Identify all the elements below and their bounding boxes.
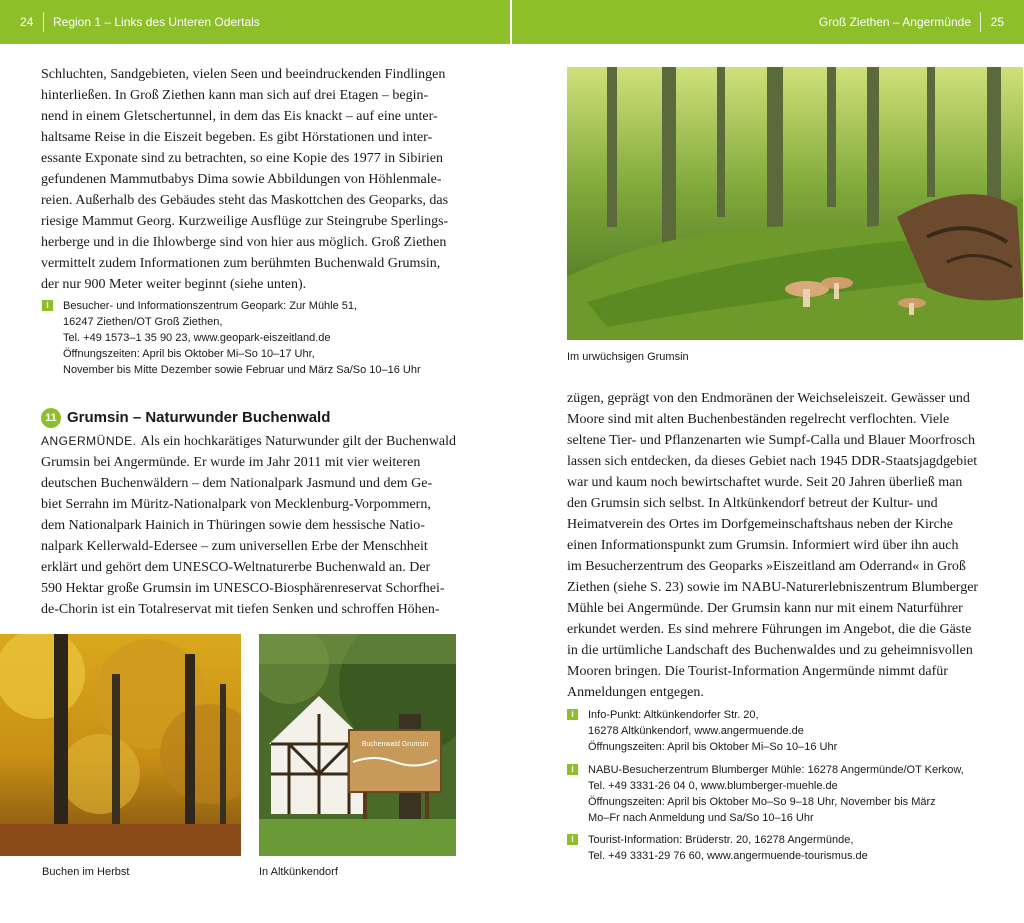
text-line: einen Informationspunkt zum Grumsin. Informiert wird über ihn auch [567,538,959,553]
text-line: reien. Außerhalb des Gebäudes steht das Maskottchen des Geoparks, das [41,193,449,208]
text-line: ANGERMÜNDE. Als ein hochkarätiges Naturwunder gilt der Buchenwald [41,434,457,449]
altkuenkendorf-image [259,634,456,856]
text-line: erklärt und gehört dem UNESCO-Weltnaturerbe Buchenwald an. Der [41,560,431,575]
section-title: Grumsin – Naturwunder Buchenwald [67,409,331,426]
text-line: zügen, geprägt von den Endmoränen der Weichseleiszeit. Gewässer und [567,391,970,406]
lead-place-name: ANGERMÜNDE. [41,434,141,448]
header-divider [980,12,981,32]
grumsin-forest-image [567,67,1023,340]
caption-house: In Altkünkendorf [259,866,338,878]
text-line: nend in einem Gletschertunnel, in dem das Eis knackt – auf eine unter- [41,109,438,124]
info-line: 16278 Altkünkendorf, www.angermuende.de [588,725,804,737]
info-line: Tel. +49 1573–1 35 90 23, www.geopark-eiszeitland.de [63,332,331,344]
info-icon: i [567,764,578,775]
info-line: Tourist-Information: Brüderstr. 20, 16278 Angermünde, [588,834,854,846]
info-line: Info-Punkt: Altkünkendorfer Str. 20, [588,709,759,721]
running-title-left: Region 1 – Links des Unteren Odertals [53,15,260,29]
text-line: herberge und in die Ihlowberge sind von hier aus möglich. Groß Ziethen [41,235,447,250]
info-box-infopunkt [567,707,1007,755]
body-text-left-top [41,64,454,295]
text-line: seltene Tier- und Pflanzenarten wie Sumpf-Calla und Blauer Moorfrosch [567,433,975,448]
page-header-left [0,0,510,44]
sign-lettering: Buchenwald Grumsin [361,741,429,748]
text-line: lassen sich entdecken, da dieses Gebiet nach 1945 DDR-Staatsjagdgebiet [567,454,978,469]
page-header-right [512,0,1024,44]
text-line: hinterließen. In Groß Ziethen kann man sich auf drei Etagen – begin- [41,88,429,103]
header-divider [43,12,44,32]
text-line: der nur 900 Meter weiter beginnt (siehe unten). [41,277,307,292]
text-line: den Grumsin sich selbst. In Altkünkendorf betreut der Kultur- und [567,496,938,511]
photo-autumn-beeches [0,634,241,856]
caption-forest: Im urwüchsigen Grumsin [567,351,689,363]
text-line: war und kaum noch bewirtschaftet wurde. Seit 20 Jahren überließ man [567,475,963,490]
info-line: November bis Mitte Dezember sowie Februar und März Sa/So 10–16 Uhr [63,364,421,376]
text-line: Anmeldungen entgegen. [567,685,704,700]
photo-grumsin-forest [567,67,1023,340]
info-line: NABU-Besucherzentrum Blumberger Mühle: 16278 Angermünde/OT Kerkow, [588,764,964,776]
info-line: Öffnungszeiten: April bis Oktober Mi–So 10–16 Uhr [588,741,838,753]
info-line: Mo–Fr nach Anmeldung und Sa/So 10–16 Uhr [588,812,814,824]
info-line: Öffnungszeiten: April bis Oktober Mo–So 9–18 Uhr, November bis März [588,796,936,808]
section-heading [41,408,330,428]
text-line: nalpark Kellerwald-Edersee – zum universellen Erbe der Menschheit [41,539,428,554]
text-line: erkundet werden. Es sind mehrere Führungen im Angebot, die die Gäste [567,622,972,637]
info-line: 16247 Ziethen/OT Groß Ziethen, [63,316,223,328]
info-icon: i [567,709,578,720]
running-title-right: Groß Ziethen – Angermünde [818,15,971,29]
text-line: im Besucherzentrum des Geoparks »Eiszeitland am Oderrand« in Groß [567,559,966,574]
text-line: essante Exponate sind zu betrachten, so eine Kopie des 1977 in Sibirien [41,151,444,166]
section-number-badge: 11 [41,408,61,428]
text-line: Mühle bei Angermünde. Der Grumsin kann nur mit einem Naturführer [567,601,963,616]
caption-autumn: Buchen im Herbst [42,866,130,878]
text-line: vermittelt zudem Informationen zum berühmten Buchenwald Grumsin, [41,256,441,271]
page-number-right: 25 [990,15,1004,29]
info-line: Öffnungszeiten: April bis Oktober Mi–So 10–17 Uhr, [63,348,315,360]
text-line: in die urtümliche Landschaft des Buchenwaldes und zu geheimnisvollen [567,643,973,658]
page-number-left: 24 [20,15,34,29]
info-box-nabu [567,762,1007,826]
info-icon: i [42,300,53,311]
text-line: gefundenen Mammutbabys Dima sowie Abbildungen von Höhlenmale- [41,172,442,187]
body-text-right [567,388,980,703]
info-line: Tel. +49 3331-26 04 0, www.blumberger-muehle.de [588,780,838,792]
text-line: Mooren bringen. Die Tourist-Information Angermünde nimmt dafür [567,664,948,679]
text-line: Moore sind mit alten Buchenbeständen regelrecht verflochten. Viele [567,412,950,427]
info-box-geopark [42,298,482,378]
photo-altkuenkendorf [259,634,456,856]
text-line: dem Nationalpark Hainich in Thüringen sowie dem hessische Natio- [41,518,425,533]
body-text-section [41,431,457,620]
info-line: Besucher- und Informationszentrum Geopark: Zur Mühle 51, [63,300,358,312]
text-line: Heimatverein des Ortes im Dorfgemeinschaftshaus neben der Kirche [567,517,954,532]
text-line: Ziethen (siehe S. 23) sowie im NABU-Naturerlebniszentrum Blumberger [567,580,979,595]
autumn-beeches-image [0,634,241,856]
text-line: 590 Hektar große Grumsin im UNESCO-Biosphärenreservat Schorfhei- [41,581,445,596]
info-icon: i [567,834,578,845]
info-box-tourist [567,832,1007,864]
text-line: haltsame Reise in die Eiszeit begeben. Es gibt Hörstationen und inter- [41,130,433,145]
text-line: de-Chorin ist ein Totalreservat mit tiefen Senken und schroffen Höhen- [41,602,440,617]
text-line: biet Serrahn im Müritz-Nationalpark von Mecklenburg-Vorpommern, [41,497,431,512]
text-line: riesige Mammut Georg. Kurzweilige Ausflüge zur Steingrube Sperlings- [41,214,449,229]
text-line: Schluchten, Sandgebieten, vielen Seen und beeindruckenden Findlingen [41,67,446,82]
info-line: Tel. +49 3331-29 76 60, www.angermuende-tourismus.de [588,850,868,862]
text-line: Grumsin bei Angermünde. Er wurde im Jahr 2011 mit vier weiteren [41,455,421,470]
text-line: deutschen Buchenwäldern – dem Nationalpark Jasmund und dem Ge- [41,476,433,491]
